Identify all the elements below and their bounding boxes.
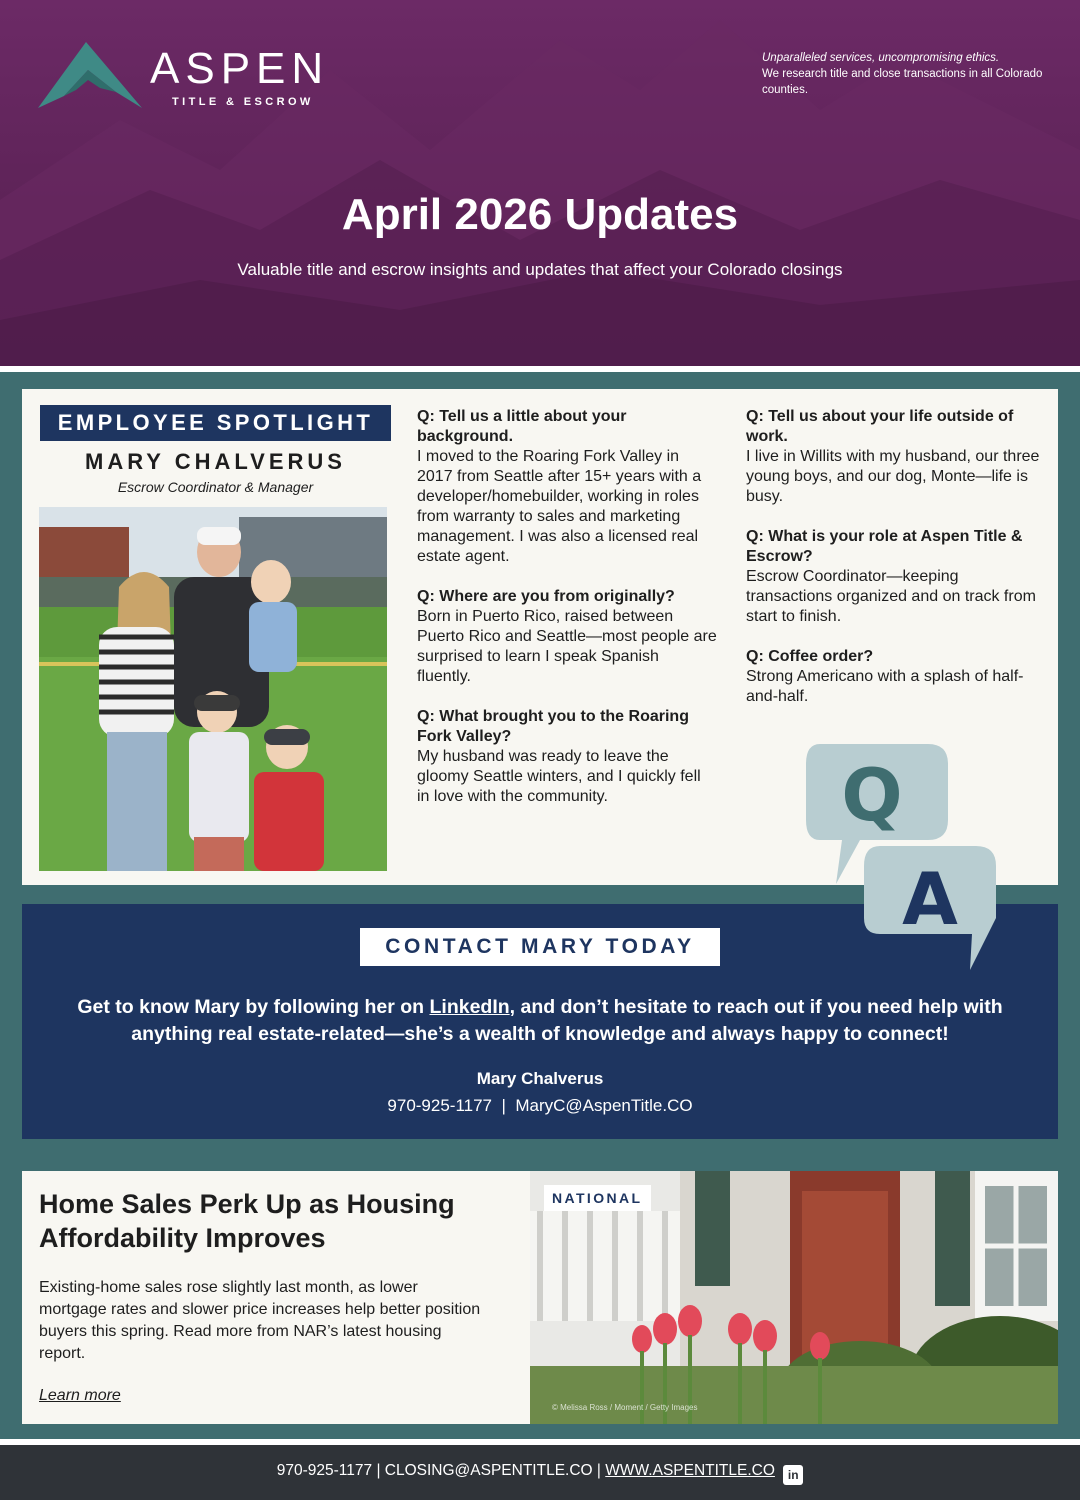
contact-text-before: Get to know Mary by following her on [77,996,430,1018]
qa-answer: I live in Willits with my husband, our three young boys, and our dog, Monte—life is busy. [746,448,1040,505]
news-body: Existing-home sales rose slightly last month, as lower mortgage rates and slower price increases help better position buyers this spring. Read more from NAR’s latest housing report. [39,1279,481,1362]
contact-text-after: , and don’t hesitate to reach out if you need help with anything real estate-related—she’s a wealth of knowledge and always happy to connect! [131,996,1003,1045]
photo-credit: © Melissa Ross / Moment / Getty Images [552,1403,698,1412]
qa-answer: My husband was ready to leave the gloomy Seattle winters, and I quickly fell in love with the community. [417,748,701,805]
brand-name: ASPEN [150,44,330,93]
learn-more-link[interactable]: Learn more [39,1387,121,1404]
tagline-line-2: We research title and close transactions in all Colorado counties. [762,68,1043,96]
qa-item [417,407,717,567]
qa-question: Q: What brought you to the Roaring Fork Valley? [417,708,689,745]
footer-contact [0,1462,1080,1485]
brand-subtitle: TITLE & ESCROW [172,96,314,108]
contact-badge: CONTACT MARY TODAY [360,928,720,966]
employee-name: MARY CHALVERUS [85,449,346,474]
qa-answer: Strong Americano with a splash of half-and-half. [746,668,1024,705]
spotlight-badge: EMPLOYEE SPOTLIGHT [40,405,391,441]
qa-column-right [746,407,1046,727]
footer-separator: | [376,1462,381,1479]
qa-item [746,407,1046,507]
qa-question: Q: Where are you from originally? [417,588,675,605]
qa-speech-bubbles-icon [800,738,1005,974]
qa-column-left [417,407,717,827]
linkedin-link[interactable]: LinkedIn [429,996,510,1018]
qa-item [417,587,717,687]
qa-item [746,647,1046,707]
tagline-line-1: Unparalleled services, uncompromising ethics. [762,52,1000,64]
contact-info [22,1096,1058,1116]
qa-question: Q: Tell us about your life outside of work. [746,408,1014,445]
qa-question: Q: Tell us a little about your background. [417,408,627,445]
qa-answer: I moved to the Roaring Fork Valley in 2017 from Seattle after 15+ years with a developer/homebuilder, working in roles from warranty to sales and marketing management. I was also a licensed real estate agent. [417,448,702,565]
qa-item [417,707,717,807]
header-banner [0,0,1080,366]
contact-message [42,994,1038,1048]
news-category-tag: NATIONAL [544,1185,651,1211]
bubble-a-letter: A [902,857,958,941]
contact-phone[interactable]: 970-925-1177 [387,1096,493,1115]
news-title: Home Sales Perk Up as Housing Affordability Improves [39,1189,455,1253]
employee-family-photo [39,507,387,871]
tagline [762,50,1052,98]
qa-question: Q: Coffee order? [746,648,874,665]
footer-email[interactable]: CLOSING@ASPENTITLE.CO [384,1462,593,1479]
bubble-q-letter: Q [841,753,903,837]
qa-answer: Escrow Coordinator—keeping transactions organized and on track from start to finish. [746,568,1036,625]
footer-separator: | [596,1462,601,1479]
contact-name: Mary Chalverus [476,1069,604,1088]
qa-item [746,527,1046,627]
qa-question: Q: What is your role at Aspen Title & Escrow? [746,528,1023,565]
linkedin-icon[interactable]: in [783,1465,803,1485]
qa-answer: Born in Puerto Rico, raised between Puerto Rico and Seattle—most people are surprised to learn I speak Spanish fluently. [417,608,717,685]
page-subtitle: Valuable title and escrow insights and updates that affect your Colorado closings [237,260,843,279]
contact-email[interactable]: MaryC@AspenTitle.CO [515,1096,693,1115]
employee-role: Escrow Coordinator & Manager [117,479,314,495]
news-card [22,1171,1058,1424]
page-title: April 2026 Updates [341,190,739,239]
divider [0,366,1080,372]
contact-separator: | [501,1096,506,1115]
footer [0,1445,1080,1500]
footer-website-link[interactable]: WWW.ASPENTITLE.CO [605,1462,775,1479]
footer-phone[interactable]: 970-925-1177 [276,1462,373,1479]
